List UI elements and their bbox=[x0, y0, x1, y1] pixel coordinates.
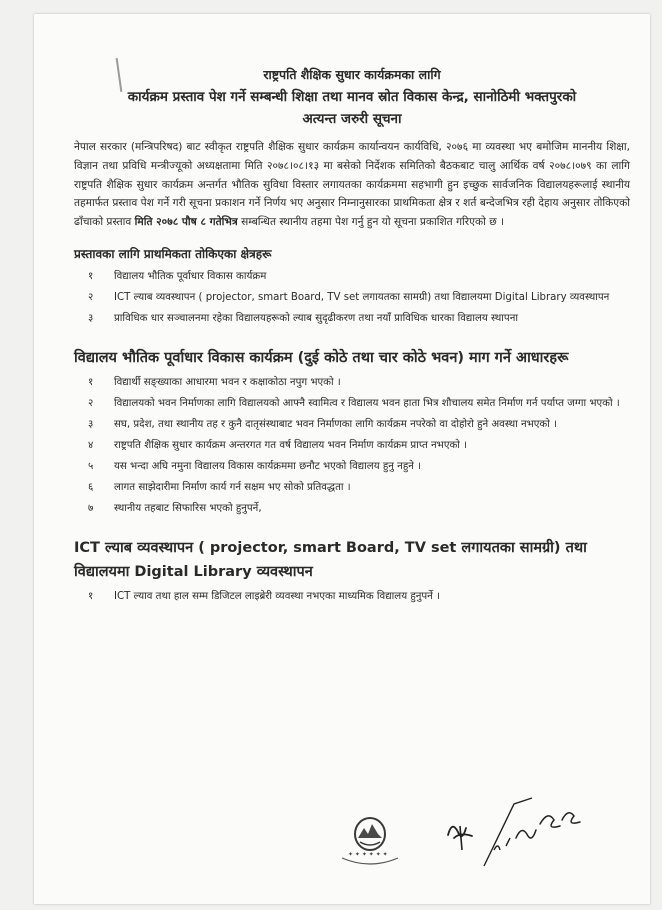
intro-text-1: नेपाल सरकार (मन्त्रिपरिषद) बाट स्वीकृत राष्ट्रपति शैक्षिक सुधार कार्यक्रम कार्यान्वयन कार्यविधि, २०७६ मा व्यवस्था भए बमोजिम माननीय शिक्षा, विज्ञान तथा प्रविधि मन्त्रीज्यूको अध्यक्षतामा मिति २०७८।०८।१३ मा बसेको निर्देशक समितिको बैठकबाट चालु आर्थिक वर्ष २०७८।०७९ का लागि राष्ट्रपति शैक्षिक सुधार कार्यक्रम अन्तर्गत भौतिक सुविधा विस्तार लगायतका कार्यक्रममा सहभागी हुन इच्छुक सार्वजनिक विद्यालयहरूलाई स्थानीय तहमार्फत प्रस्ताव पेश गर्ने गरी सूचना प्रकाशन गर्ने निर्णय भए अनुसार निम्नानुसारका प्राथमिकता क्षेत्र र शर्त बन्देजभित्र रही देहाय अनुसार तोकिएको ढाँचाको प्रस्ताव bbox=[74, 141, 630, 229]
list-item bbox=[74, 416, 630, 434]
item-number: १ bbox=[88, 376, 94, 388]
list-item bbox=[74, 588, 630, 606]
list-item bbox=[74, 395, 630, 413]
item-text: विद्यालयको भवन निर्माणका लागि विद्यालयको आफ्नै स्वामित्व र विद्यालय भवन हाता भित्र शौचालय समेत निर्माण गर्न पर्याप्त जग्गा भएको । bbox=[114, 397, 620, 409]
item-number: २ bbox=[88, 397, 94, 409]
item-text: स्थानीय तहबाट सिफारिस भएको हुनुपर्ने, bbox=[114, 502, 262, 514]
section-1-heading: प्रस्तावका लागि प्राथमिकता तोकिएका क्षेत्रहरू bbox=[74, 246, 272, 261]
section-2-heading: विद्यालय भौतिक पूर्वाधार विकास कार्यक्रम (दुई कोठे तथा चार कोठे भवन) माग गर्ने आधारहरू bbox=[74, 349, 569, 366]
list-item bbox=[74, 268, 630, 286]
item-number: १ bbox=[88, 270, 94, 282]
intro-paragraph bbox=[74, 138, 630, 232]
item-number: ३ bbox=[88, 312, 94, 324]
signature-icon bbox=[436, 780, 586, 875]
item-number: १ bbox=[88, 590, 94, 602]
intro-deadline: मिति २०७८ पौष ८ गतेभित्र bbox=[134, 216, 238, 229]
item-text: यस भन्दा अघि नमुना विद्यालय विकास कार्यक्रममा छनौट भएको विद्यालय हुनु नहुने । bbox=[114, 460, 421, 472]
item-number: २ bbox=[88, 291, 94, 303]
list-item bbox=[74, 500, 630, 518]
section-2-list bbox=[74, 374, 630, 518]
list-item bbox=[74, 289, 630, 307]
intro-text-2: सम्बन्धित स्थानीय तहमा पेश गर्नु हुन यो सूचना प्रकाशित गरिएको छ । bbox=[241, 216, 505, 229]
list-item bbox=[74, 437, 630, 455]
item-text: राष्ट्रपति शैक्षिक सुधार कार्यक्रम अन्तरगत गत वर्ष विद्यालय भवन निर्माण कार्यक्रम प्राप्त नभएको । bbox=[114, 439, 468, 451]
item-text: ICT ल्याव तथा हाल सम्म डिजिटल लाइब्रेरी व्यवस्था नभएका माध्यमिक विद्यालय हुनुपर्ने । bbox=[114, 590, 440, 602]
list-item bbox=[74, 374, 630, 392]
title-line-2: कार्यक्रम प्रस्ताव पेश गर्ने सम्बन्धी शिक्षा तथा मानव स्रोत विकास केन्द्र, सानोठिमी भक्तपुरको bbox=[127, 89, 577, 105]
title-line-1: राष्ट्रपति शैक्षिक सुधार कार्यक्रमका लागि bbox=[263, 67, 441, 82]
section-3-list bbox=[74, 588, 630, 606]
item-text: लागत साझेदारीमा निर्माण कार्य गर्न सक्षम भए सोको प्रतिवद्धता । bbox=[114, 481, 351, 493]
section-3-heading: ICT ल्याब व्यवस्थापन ( projector, smart Board, TV set लगायतका सामग्री) तथा विद्यालयमा Digital Library व्यवस्थापन bbox=[74, 539, 587, 580]
list-item bbox=[74, 458, 630, 476]
item-text: सघ, प्रदेश, तथा स्थानीय तह र कुनै दातृसंस्थाबाट भवन निर्माणका लागि कार्यक्रम नपरेको वा दोहोरो हुने अवस्था नभएको । bbox=[114, 418, 557, 430]
svg-text:✦ ✦ ✦ ✦ ✦ ✦: ✦ ✦ ✦ ✦ ✦ ✦ bbox=[348, 851, 388, 858]
item-number: ५ bbox=[88, 460, 94, 472]
item-text: विद्यार्थी सङ्ख्याका आधारमा भवन र कक्षाकोठा नपुग भएको । bbox=[114, 376, 341, 388]
item-number: ७ bbox=[88, 502, 94, 514]
title-line-3: अत्यन्त जरुरी सूचना bbox=[302, 111, 402, 127]
government-seal-icon bbox=[338, 812, 402, 872]
document-content bbox=[74, 64, 630, 609]
item-text: प्राविधिक धार सञ्चालनमा रहेका विद्यालयहरूको ल्याब सुदृढीकरण तथा नयाँ प्राविधिक धारका विद्यालय स्थापना bbox=[114, 312, 519, 324]
section-1-list bbox=[74, 268, 630, 328]
item-text: विद्यालय भौतिक पूर्वाधार विकास कार्यक्रम bbox=[114, 270, 267, 282]
item-number: ३ bbox=[88, 418, 94, 430]
item-number: ६ bbox=[88, 481, 94, 493]
list-item bbox=[74, 310, 630, 328]
list-item bbox=[74, 479, 630, 497]
item-number: ४ bbox=[88, 439, 94, 451]
item-text: ICT ल्याब व्यवस्थापन ( projector, smart Board, TV set लगायतका सामग्री) तथा विद्यालयमा Digital Library व्यवस्थापन bbox=[114, 291, 610, 303]
